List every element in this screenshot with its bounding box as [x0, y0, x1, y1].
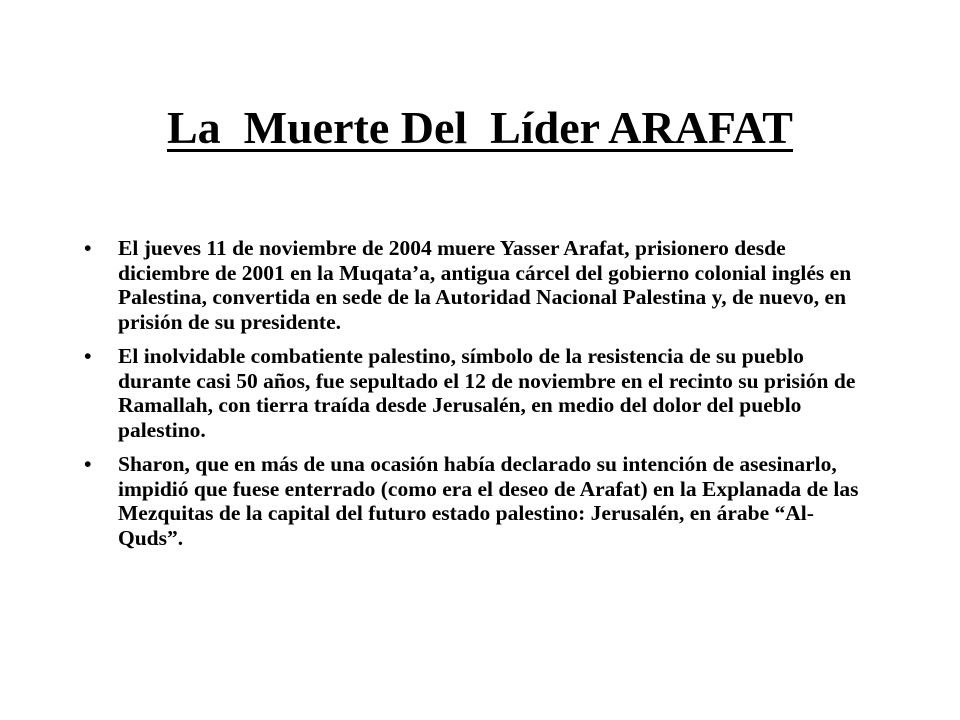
slide-title: La Muerte Del Líder ARAFAT: [166, 102, 793, 153]
bullet-icon: •: [84, 236, 92, 260]
bullet-text: El jueves 11 de noviembre de 2004 muere Yasser Arafat, prisionero desde diciembre de 2001 en la Muqata’a, antigua cárcel del gobierno colonial inglés en Palestina, convertida en sede de la Autoridad Nacional Palestina y, de nuevo, en prisión de su presidente.: [118, 236, 852, 334]
bullet-text: El inolvidable combatiente palestino, símbolo de la resistencia de su pueblo durante casi 50 años, fue sepultado el 12 de noviembre en el recinto su prisión de Ramallah, con tierra traída desde Jerusalén, en medio del dolor del pueblo palestino.: [118, 344, 856, 442]
bullet-item: [84, 344, 874, 442]
bullet-icon: •: [84, 452, 92, 476]
bullet-item: [84, 236, 874, 334]
bullet-list: [84, 236, 874, 560]
bullet-item: [84, 452, 874, 550]
bullet-icon: •: [84, 344, 92, 368]
bullet-text: Sharon, que en más de una ocasión había declarado su intención de asesinarlo, impidió que fuese enterrado (como era el deseo de Arafat) en la Explanada de las Mezquitas de la capital del futuro estado palestino: Jerusalén, en árabe “Al-Quds”.: [118, 452, 859, 550]
